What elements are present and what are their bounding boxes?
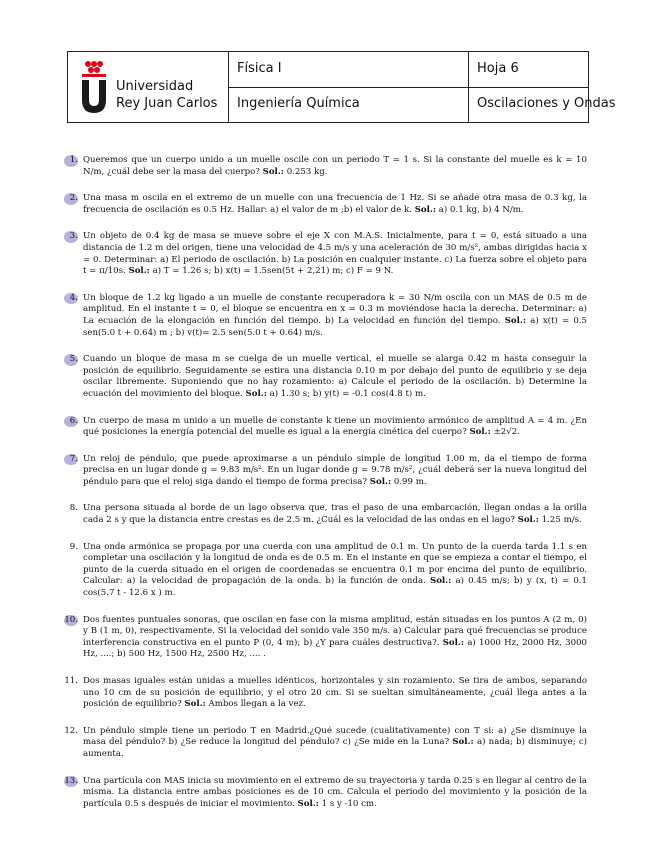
solution-text: 1.25 m/s. (541, 515, 582, 526)
problem-text: Cuando un bloque de masa m se cuelga de un muelle vertical, el muelle se alarga 0.42 m hasta conseguir la posición de equilibrio. Seguidamente se estira una distancia 0.10 m por debajo del punto de equilibrio y se deja oscilar libremente. Suponiendo que no hay rozamiento: a) Calcule el periodo de la oscilación. b) Determine la ecuación del movimiento del bloque. (83, 354, 587, 399)
problem-number: 9. (69, 541, 78, 552)
solution-text: a) nada; b) disminuye; c) aumenta. (83, 737, 587, 759)
problem-item (64, 775, 587, 811)
solution-label: Sol.: (128, 266, 150, 277)
problem-text: Una onda armónica se propaga por una cuerda con una amplitud de 0.1 m. Un punto de la cuerda tarda 1.1 s en completar una oscilación y la longitud de onda es de 0.5 m. En el instante en que se empieza a contar el tiempo, el punto de la cuerda situado en el origen de coordenadas se encuentra 0.1 m por encima del punto de equilibrio. Calcular: a) la velocidad de propagación de la onda. b) la función de onda. (83, 541, 587, 587)
solution-text: a) 1.30 s; b) y(t) = -0.1 cos(4.8 t) m. (269, 388, 426, 399)
university-logo-cell (68, 52, 228, 122)
problem-item (67, 293, 587, 339)
problem-number: 7. (64, 454, 78, 466)
solution-label: Sol.: (504, 315, 527, 326)
problem-item (64, 614, 588, 661)
subject-label: Física I (237, 61, 282, 76)
solution-label: Sol.: (414, 204, 437, 215)
solution-label: Sol.: (452, 737, 474, 748)
solution-text: a) T = 1.26 s; b) x(t) = 1.5sen(5t + 2,21) m; c) F = 9 N. (152, 266, 394, 277)
problem-number: 11. (64, 676, 78, 686)
university-name-line2: Rey Juan Carlos (116, 96, 218, 111)
problem-text: Un bloque de 1.2 kg ligado a un muelle de constante recuperadora k = 30 N/m oscila con un MAS de 0.5 m de amplitud. En el instante t = 0, el bloque se encuentra en x = 0.3 m moviéndose hacia la derecha. Determinar: a) La ecuación de la elongación en función del tiempo. b) La velocidad en función del tiempo. (83, 292, 587, 326)
university-name-line1: Universidad (116, 79, 194, 94)
urjc-logo-icon (76, 60, 112, 114)
problem-text: Queremos que un cuerpo unido a un muelle oscile con un periodo T = 1 s. Si la constante del muelle es k = 10 N/m, ¿cuál debe ser la masa del cuerpo? (83, 155, 587, 177)
problem-number: 4. (64, 293, 78, 305)
problem-number: 8. (69, 503, 78, 514)
problem-item (67, 416, 587, 439)
problem-number: 1. (64, 155, 78, 167)
problem-item (67, 503, 587, 526)
solution-text: 0.253 kg. (286, 166, 328, 177)
problem-text: Una partícula con MAS inicia su movimiento en el extremo de su trayectoria y tarda 0.25 s en llegar al centro de la misma. La distancia entre ambas posiciones es de 10 cm. Calcula el periodo del movimiento y la posición de la partícula 0.5 s después de iniciar el movimiento. (83, 775, 587, 809)
problem-item (67, 155, 587, 178)
topic-label: Oscilaciones y Ondas (477, 96, 616, 111)
solution-label: Sol.: (469, 427, 491, 438)
solution-text: 1 s y -10 cm. (321, 798, 377, 809)
solution-text: Ambos llegan a la vez. (208, 699, 306, 710)
solution-label: Sol.: (429, 576, 452, 587)
solution-label: Sol.: (369, 476, 392, 487)
problem-item (67, 454, 587, 489)
problem-text: Una masa m oscila en el extremo de un muelle con una frecuencia de 1 Hz. Si se añade otra masa de 0.3 kg, la frecuencia de oscilación es 0.5 Hz. Hallar: a) el valor de m ;b) el valor de k. (83, 193, 587, 215)
solution-text: a) x(t) = 0.5 sen(5.0 t + 0.64) m ; b) v(t)= 2.5 sen(5.0 t + 0.64) m/s. (83, 315, 588, 338)
problem-text: Un objeto de 0.4 kg de masa se mueve sobre el eje X con M.A.S. Inicialmente, para t = 0, está situado a una distancia de 1.2 m del origen, tiene una velocidad de 4.5 m/s y una aceleración de 30 m/s², ambas dirigidas hacia x = 0. Determinar: a) El periodo de oscilación. b) La posición en cualquier instante. c) La fuerza sobre el objeto para t = π/10s. (83, 231, 587, 277)
university-name (116, 78, 217, 112)
solution-text: a) 0.1 kg, b) 4 N/m. (438, 204, 524, 215)
problem-item (67, 542, 587, 600)
problem-number: 5. (64, 354, 78, 366)
problem-number: 2. (64, 193, 78, 205)
solution-text: ±2√2. (493, 427, 520, 438)
problem-text: Dos fuentes puntuales sonoras, que oscilan en fase con la misma amplitud, están situadas en los puntos A (2 m, 0) y B (1 m, 0), respectivamente. Si la velocidad del sonido vale 350 m/s. a) Calcular para qué frecuencias se produce interferencia constructiva en el punto P (0, 4 m); b) ¿Y para cuáles destructiva?. (83, 614, 587, 648)
problem-number: 10. (64, 614, 78, 625)
solution-label: Sol.: (442, 637, 465, 648)
solution-label: Sol.: (184, 699, 206, 710)
sheet-label: Hoja 6 (477, 61, 519, 76)
solution-text: a) 0.45 m/s; b) y (x, t) = 0.1 cos(5.7 t - 12.6 x ) m. (83, 576, 587, 599)
problem-number: 6. (64, 416, 78, 428)
problem-text: Una persona situada al borde de un lago observa que, tras el paso de una embarcación, llegan ondas a la orilla cada 2 s y que la distancia entre crestas es de 2.5 m. ¿Cuál es la velocidad de las ondas en el lago? (83, 503, 587, 526)
problem-number: 13. (64, 775, 78, 786)
document-header (67, 51, 616, 123)
problem-item (67, 354, 587, 400)
problem-item (67, 193, 587, 216)
problem-item (67, 231, 587, 277)
problem-text: Un reloj de péndulo, que puede aproximarse a un péndulo simple de longitud 1.00 m, da el tiempo de forma precisa en un lugar donde g = 9.83 m/s². En un lugar donde g = 9.78 m/s², ¿cuál deberá ser la nueva longitud del péndulo para que el reloj siga dando el tiempo de forma precisa? (83, 453, 587, 487)
problem-number: 12. (64, 725, 78, 736)
solution-label: Sol.: (517, 515, 539, 526)
solution-text: a) 1000 Hz, 2000 Hz, 3000 Hz, ....; b) 500 Hz, 1500 Hz, 2500 Hz, .... . (83, 637, 588, 660)
problem-text: Un péndulo simple tiene un periodo T en Madrid.¿Qué sucede (cualitativamente) con T si: a) ¿Se disminuye la masa del péndulo? b) ¿Se reduce la longitud del péndulo? c) ¿Se mide en la Luna? (83, 725, 587, 748)
problem-list (64, 155, 588, 825)
problem-number: 3. (64, 231, 78, 243)
problem-text: Dos masas iguales están unidas a muelles idénticos, horizontales y sin rozamiento. Se tira de ambos, separando uno 10 cm de su posición de equilibrio, y el otro 20 cm. Si se sueltan simultáneamente, ¿cuál llega antes a la posición de equilibrio? (83, 676, 587, 710)
solution-label: Sol.: (262, 166, 284, 177)
degree-label: Ingeniería Química (237, 96, 360, 111)
course-cell (228, 52, 469, 122)
solution-label: Sol.: (297, 798, 319, 809)
solution-text: 0.99 m. (393, 476, 427, 487)
problem-text: Un cuerpo de masa m unido a un muelle de constante k tiene un movimiento armónico de amplitud A = 4 m. ¿En qué posiciones la energía potencial del muelle es igual a la energía cinética del cuerpo? (83, 415, 587, 438)
sheet-cell (468, 52, 616, 122)
problem-item (64, 725, 587, 761)
solution-label: Sol.: (245, 388, 267, 399)
problem-item (64, 676, 587, 711)
